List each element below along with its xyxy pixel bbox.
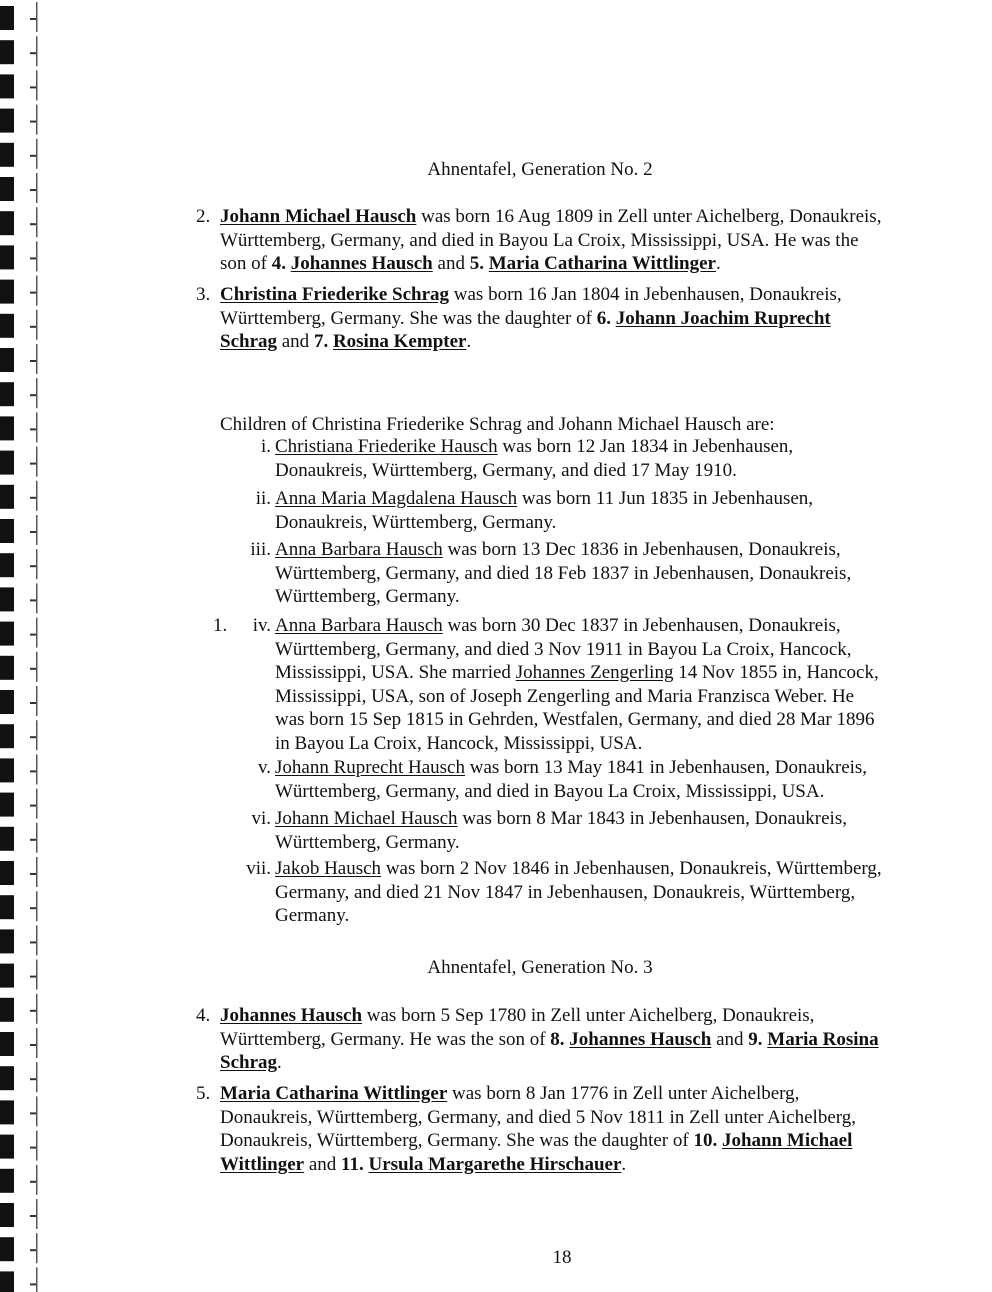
child-roman-numeral: iii. bbox=[250, 539, 271, 560]
person-link[interactable]: Schrag bbox=[220, 1052, 277, 1073]
person-link[interactable]: Rosina Kempter bbox=[332, 331, 467, 352]
person-link[interactable]: Johannes Hausch bbox=[569, 1028, 712, 1050]
entry-3: 3. Christina Friederike Schrag was born 16 Jan 1804 in Jebenhausen, Donaukreis, Württemberg, Germany. She was the daughter of 6. Johann Joachim Ruprecht Schrag and 7. Rosina Kempter. bbox=[196, 284, 842, 352]
person-link[interactable]: Maria Catharina Wittlinger bbox=[220, 1083, 448, 1104]
generation-3-heading: Ahnentafel, Generation No. 3 bbox=[427, 957, 653, 978]
child-generation-number: 1. bbox=[213, 615, 228, 636]
child-roman-numeral: ii. bbox=[255, 488, 271, 509]
person-link[interactable]: Johannes Hausch bbox=[220, 1005, 363, 1026]
person-link[interactable]: Anna Barbara Hausch bbox=[275, 615, 443, 636]
person-link[interactable]: Johannes Hausch bbox=[290, 253, 433, 274]
person-link[interactable]: Johann Michael Hausch bbox=[275, 808, 458, 829]
person-link[interactable]: Anna Barbara Hausch bbox=[275, 539, 443, 560]
person-link[interactable]: Johann Ruprecht Hausch bbox=[275, 757, 465, 778]
entry-number: 5. bbox=[196, 1083, 211, 1104]
person-link[interactable]: Anna Maria Magdalena Hausch bbox=[275, 488, 518, 509]
child-entry: i. Christiana Friederike Hausch was born 12 Jan 1834 in Jebenhausen, Donaukreis, Württemberg, Germany, and died 17 May 1910. bbox=[260, 436, 794, 481]
child-entry: iii. Anna Barbara Hausch was born 13 Dec 1836 in Jebenhausen, Donaukreis, Württemberg, Germany, and died 18 Feb 1837 in Jebenhausen, Donaukreis, Württemberg, Germany. bbox=[250, 539, 852, 607]
child-entry: 1. iv. Anna Barbara Hausch was born 30 Dec 1837 in Jebenhausen, Donaukreis, Württemberg, Germany, and died 3 Nov 1911 in Bayou La Croix, Hancock, Mississippi, USA. She married Johannes Zengerling 14 Nov 1855 in, Hancock, Mississippi, USA, son of Joseph Zengerling and Maria Franzisca Weber. He was born 15 Sep 1815 in Gehrden, Westfalen, Germany, and died 28 Mar 1896 in Bayou La Croix, Hancock, Mississippi, USA. bbox=[213, 615, 879, 754]
child-entry: v. Johann Ruprecht Hausch was born 13 May 1841 in Jebenhausen, Donaukreis, Württemberg, Germany, and died in Bayou La Croix, Mississippi, USA. bbox=[257, 757, 868, 802]
entry-number: 3. bbox=[196, 284, 211, 305]
child-roman-numeral: v. bbox=[257, 757, 271, 778]
person-link[interactable]: Schrag bbox=[220, 331, 277, 352]
person-link[interactable]: Johann Michael bbox=[721, 1130, 853, 1151]
entry-number: 2. bbox=[196, 206, 211, 227]
child-roman-numeral: iv. bbox=[252, 615, 271, 636]
person-link[interactable]: Maria Catharina Wittlinger bbox=[488, 253, 716, 274]
child-entry: vi. Johann Michael Hausch was born 8 Mar 1843 in Jebenhausen, Donaukreis, Württemberg, Germany. bbox=[251, 808, 847, 853]
child-roman-numeral: vii. bbox=[246, 858, 271, 879]
child-entry: vii. Jakob Hausch was born 2 Nov 1846 in Jebenhausen, Donaukreis, Württemberg, Germany, and died 21 Nov 1847 in Jebenhausen, Donaukreis, Württemberg, Germany. bbox=[246, 858, 882, 926]
person-link[interactable]: Ursula Margarethe Hirschauer bbox=[368, 1153, 622, 1175]
person-link[interactable]: Wittlinger bbox=[220, 1153, 305, 1175]
person-link[interactable]: Christina Friederike Schrag bbox=[220, 284, 450, 305]
entry-2: 2. Johann Michael Hausch was born 16 Aug 1809 in Zell unter Aichelberg, Donaukreis, Württemberg, Germany, and died in Bayou La Croix, Mississippi, USA. He was the son of 4. Johannes Hausch and 5. Maria Catharina Wittlinger. bbox=[196, 206, 882, 274]
page-number: 18 bbox=[552, 1247, 572, 1268]
entry-number: 4. bbox=[196, 1005, 211, 1026]
person-link[interactable]: Christiana Friederike Hausch bbox=[275, 436, 498, 457]
child-roman-numeral: vi. bbox=[251, 808, 271, 829]
child-roman-numeral: i. bbox=[260, 436, 271, 457]
person-link[interactable]: Johann Michael Hausch bbox=[220, 206, 417, 227]
child-entry: ii. Anna Maria Magdalena Hausch was born 11 Jun 1835 in Jebenhausen, Donaukreis, Württemberg, Germany. bbox=[255, 488, 814, 533]
generation-2-heading: Ahnentafel, Generation No. 2 bbox=[427, 159, 653, 180]
person-link[interactable]: Johann Joachim Ruprecht bbox=[615, 307, 831, 329]
spouse-link[interactable]: Johannes Zengerling bbox=[515, 662, 674, 683]
entry-5: 5. Maria Catharina Wittlinger was born 8 Jan 1776 in Zell unter Aichelberg, Donaukreis, Württemberg, Germany, and died 5 Nov 1811 in Zell unter Aichelberg, Donaukreis, Württemberg, Germany. She was the daughter of 10. Johann Michael Wittlinger and 11. Ursula Margarethe Hirschauer. bbox=[196, 1083, 856, 1175]
entry-4: 4. Johannes Hausch was born 5 Sep 1780 in Zell unter Aichelberg, Donaukreis, Württemberg, Germany. He was the son of 8. Johannes Hausch and 9. Maria Rosina Schrag. bbox=[196, 1005, 879, 1073]
person-link[interactable]: Maria Rosina bbox=[767, 1028, 879, 1050]
person-link[interactable]: Jakob Hausch bbox=[275, 858, 382, 879]
children-intro: Children of Christina Friederike Schrag and Johann Michael Hausch are: bbox=[220, 414, 775, 435]
